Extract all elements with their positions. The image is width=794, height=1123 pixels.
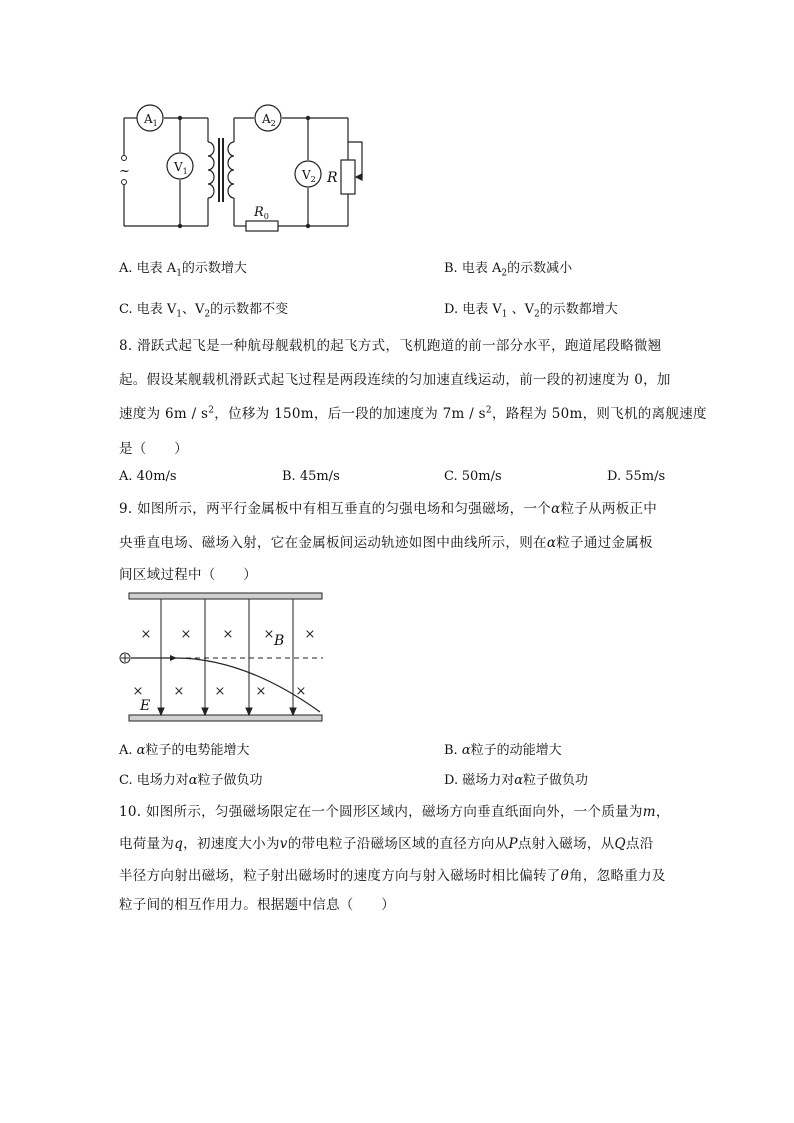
e-field-label: E [140, 698, 151, 714]
q10-stem-line-1: 10. 如图所示，匀强磁场限定在一个圆形区域内，磁场方向垂直纸面向外，一个质量为m， [119, 804, 670, 820]
q10-stem-line-4: 粒子间的相互作用力。根据题中信息（ ） [119, 897, 395, 913]
q8-stem-line-3: 速度为 $6m / s^2$，位移为 150m，后一段的加速度为 $7m / s^2$，路程为 50m，则飞机的离舰速度 [119, 405, 707, 422]
v2-label: $V_2$ [302, 168, 316, 184]
q8-stem-line-1: 8. 滑跃式起飞是一种航母舰载机的起飞方式，飞机跑道的前一部分水平，跑道尾段略微翘 [119, 338, 662, 354]
q10-stem-line-2: 电荷量为q，初速度大小为v的带电粒子沿磁场区域的直径方向从P点射入磁场，从Q点沿 [119, 836, 654, 852]
q7-option-a[interactable]: A. 电表 $A_1$的示数增大 [119, 261, 247, 279]
q9-stem-line-3: 间区域过程中（ ） [119, 567, 257, 583]
q10-stem-line-3: 半径方向射出磁场，粒子射出磁场时的速度方向与射入磁场时相比偏转了θ角，忽略重力及 [119, 868, 666, 884]
b-field-cross: × [295, 684, 307, 699]
q9-option-a[interactable]: A. α粒子的电势能增大 [119, 743, 250, 758]
resistor-r-label: R [327, 170, 338, 186]
ac-source-symbol: ~ [119, 164, 130, 179]
q8-stem-line-4: 是（ ） [119, 441, 188, 457]
q8-option-b[interactable]: B. 45m/s [282, 469, 340, 484]
q7-option-c[interactable]: C. 电表 $V_1$、$V_2$的示数都不变 [119, 302, 289, 320]
q9-stem-line-1: 9. 如图所示，两平行金属板中有相互垂直的匀强电场和匀强磁场，一个α粒子从两板正中 [119, 501, 658, 517]
a2-label: $A_2$ [262, 112, 276, 128]
b-field-cross: × [304, 627, 316, 642]
q8-stem-line-2: 起。假设某舰载机滑跃式起飞过程是两段连续的匀加速直线运动，前一段的初速度为 0，加 [119, 372, 671, 388]
q9-option-b[interactable]: B. α粒子的动能增大 [444, 743, 562, 758]
transformer-circuit-diagram [112, 98, 372, 238]
b-field-cross: × [222, 627, 234, 642]
q9-option-c[interactable]: C. 电场力对α粒子做负功 [119, 773, 263, 788]
b-field-cross: × [140, 627, 152, 642]
particle-trajectory [131, 658, 320, 712]
q8-option-a[interactable]: A. 40m/s [119, 469, 177, 484]
q9-stem-line-2: 央垂直电场、磁场入射，它在金属板间运动轨迹如图中曲线所示，则在α粒子通过金属板 [119, 535, 653, 551]
q8-option-d[interactable]: D. 55m/s [607, 469, 666, 484]
b-field-cross: × [214, 684, 226, 699]
q8-option-c[interactable]: C. 50m/s [444, 469, 502, 484]
a1-label: $A_1$ [144, 112, 158, 128]
b-field-cross: × [263, 627, 275, 642]
b-field-cross: × [132, 684, 144, 699]
b-field-label: B [274, 633, 285, 649]
parallel-plates-field-diagram [115, 588, 330, 728]
b-field-cross: × [180, 627, 192, 642]
q9-option-d[interactable]: D. 磁场力对α粒子做负功 [444, 773, 589, 788]
q7-option-d[interactable]: D. 电表 $V_1$ 、$V_2$的示数都增大 [444, 302, 618, 320]
top-plate [129, 593, 322, 599]
b-field-cross: × [173, 684, 185, 699]
b-field-cross: × [255, 684, 267, 699]
v1-label: $V_1$ [174, 160, 188, 176]
resistor-r0-label: $R_0$ [254, 205, 269, 221]
q7-option-b[interactable]: B. 电表 $A_2$的示数减小 [444, 261, 573, 279]
